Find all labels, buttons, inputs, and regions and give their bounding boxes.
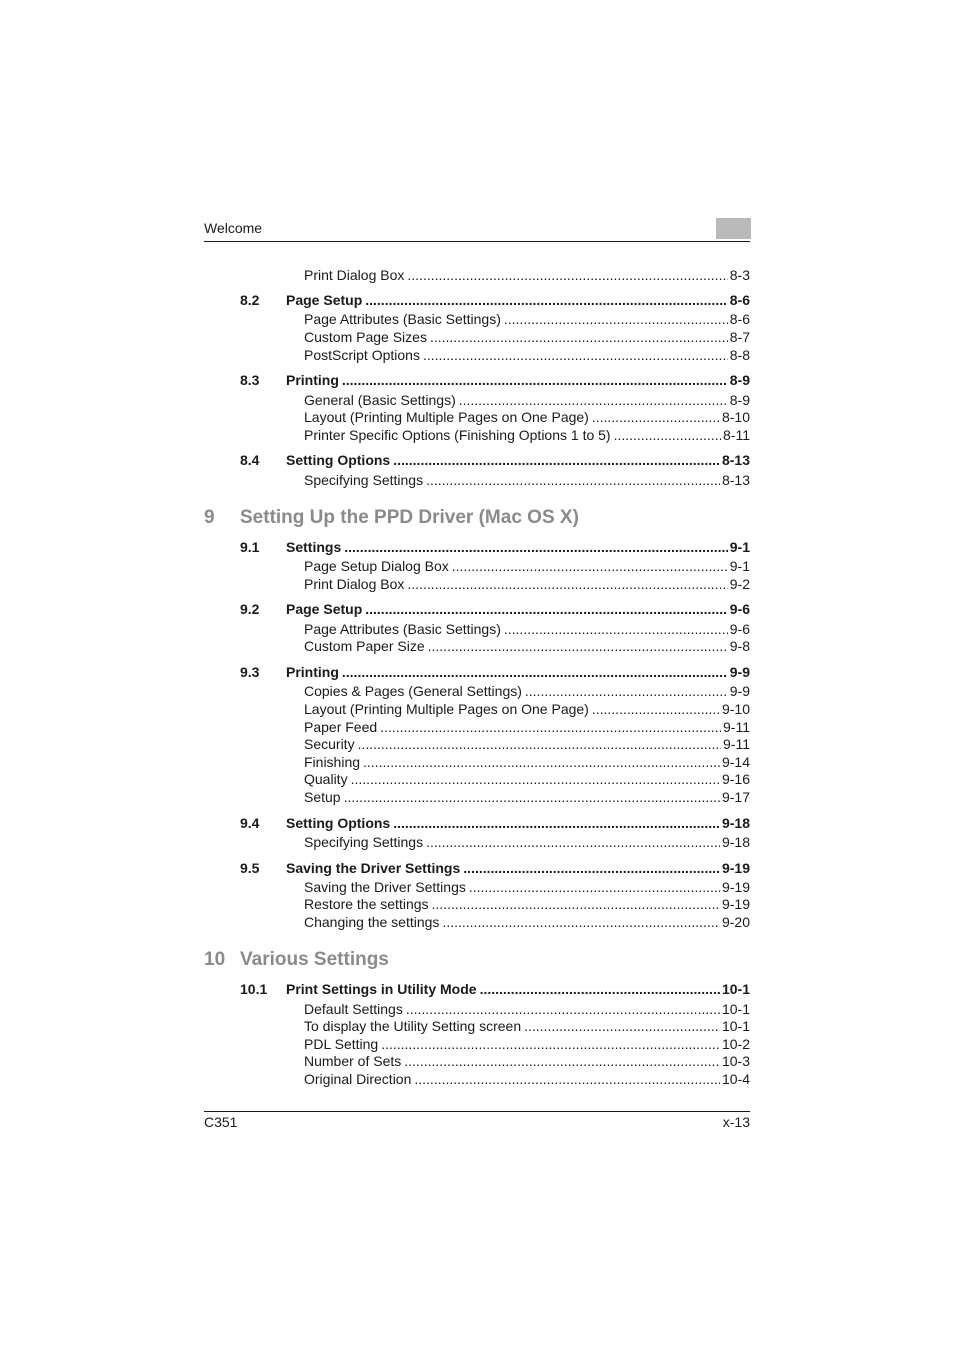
toc-entry[interactable]: Specifying Settings ..... 8-13 <box>204 471 750 489</box>
toc-section[interactable]: 9.5 Saving the Driver Settings ..... 9-19 <box>204 859 750 877</box>
toc-entry[interactable]: Copies & Pages (General Settings) ..... 9-9 <box>204 682 750 700</box>
toc-section[interactable]: 9.1 Settings ..... 9-1 <box>204 538 750 556</box>
toc-entry[interactable]: Page Setup Dialog Box ..... 9-1 <box>204 557 750 575</box>
toc-section[interactable]: 9.4 Setting Options ..... 9-18 <box>204 814 750 832</box>
header-tab-marker <box>716 218 751 239</box>
toc-entry[interactable]: Number of Sets ..... 10-3 <box>204 1052 750 1070</box>
toc-entry[interactable]: Restore the settings ..... 9-19 <box>204 895 750 913</box>
toc-chapter[interactable]: 10 Various Settings <box>204 949 389 970</box>
toc-entry[interactable]: Finishing ..... 9-14 <box>204 753 750 771</box>
toc-entry[interactable]: Security ..... 9-11 <box>204 735 750 753</box>
toc-entry[interactable]: Layout (Printing Multiple Pages on One Page) ..... 8-10 <box>204 408 750 426</box>
toc-entry[interactable]: Setup ..... 9-17 <box>204 788 750 806</box>
toc-entry[interactable]: General (Basic Settings) ..... 8-9 <box>204 391 750 409</box>
toc-entry[interactable]: Original Direction ..... 10-4 <box>204 1070 750 1088</box>
toc-section[interactable]: 8.4 Setting Options ..... 8-13 <box>204 451 750 469</box>
header-title: Welcome <box>204 220 263 236</box>
toc-entry[interactable]: Specifying Settings ..... 9-18 <box>204 833 750 851</box>
toc-entry[interactable]: PDL Setting ..... 10-2 <box>204 1035 750 1053</box>
toc-section[interactable]: 10.1 Print Settings in Utility Mode ..... 10-1 <box>204 980 750 998</box>
toc-entry[interactable]: Layout (Printing Multiple Pages on One Page) ..... 9-10 <box>204 700 750 718</box>
toc-entry[interactable]: To display the Utility Setting screen ..... 10-1 <box>204 1017 750 1035</box>
toc-section[interactable]: 9.2 Page Setup ..... 9-6 <box>204 600 750 618</box>
toc-section[interactable]: 8.3 Printing ..... 8-9 <box>204 371 750 389</box>
toc-chapter[interactable]: 9 Setting Up the PPD Driver (Mac OS X) <box>204 507 579 528</box>
toc-entry[interactable]: Page Attributes (Basic Settings) ..... 9-6 <box>204 620 750 638</box>
footer-page-number: x-13 <box>722 1114 750 1130</box>
toc-entry[interactable]: Page Attributes (Basic Settings) ..... 8-6 <box>204 310 750 328</box>
toc-entry[interactable]: PostScript Options ..... 8-8 <box>204 346 750 364</box>
footer-rule <box>204 1111 750 1112</box>
header-rule <box>204 241 750 242</box>
toc-section[interactable]: 9.3 Printing ..... 9-9 <box>204 663 750 681</box>
toc-entry[interactable]: Quality ..... 9-16 <box>204 770 750 788</box>
toc-entry[interactable]: Print Dialog Box ..... 9-2 <box>204 575 750 593</box>
toc-entry[interactable]: Custom Page Sizes ..... 8-7 <box>204 328 750 346</box>
toc-entry[interactable]: Changing the settings ..... 9-20 <box>204 913 750 931</box>
toc-entry[interactable]: Paper Feed ..... 9-11 <box>204 718 750 736</box>
toc-entry[interactable]: Print Dialog Box ..... 8-3 <box>204 266 750 284</box>
toc-entry[interactable]: Custom Paper Size ..... 9-8 <box>204 637 750 655</box>
toc-entry[interactable]: Saving the Driver Settings ..... 9-19 <box>204 878 750 896</box>
toc-entry[interactable]: Printer Specific Options (Finishing Options 1 to 5) ..... 8-11 <box>204 426 750 444</box>
toc-section[interactable]: 8.2 Page Setup ..... 8-6 <box>204 291 750 309</box>
toc-entry[interactable]: Default Settings ..... 10-1 <box>204 1000 750 1018</box>
footer-model: C351 <box>204 1114 238 1130</box>
